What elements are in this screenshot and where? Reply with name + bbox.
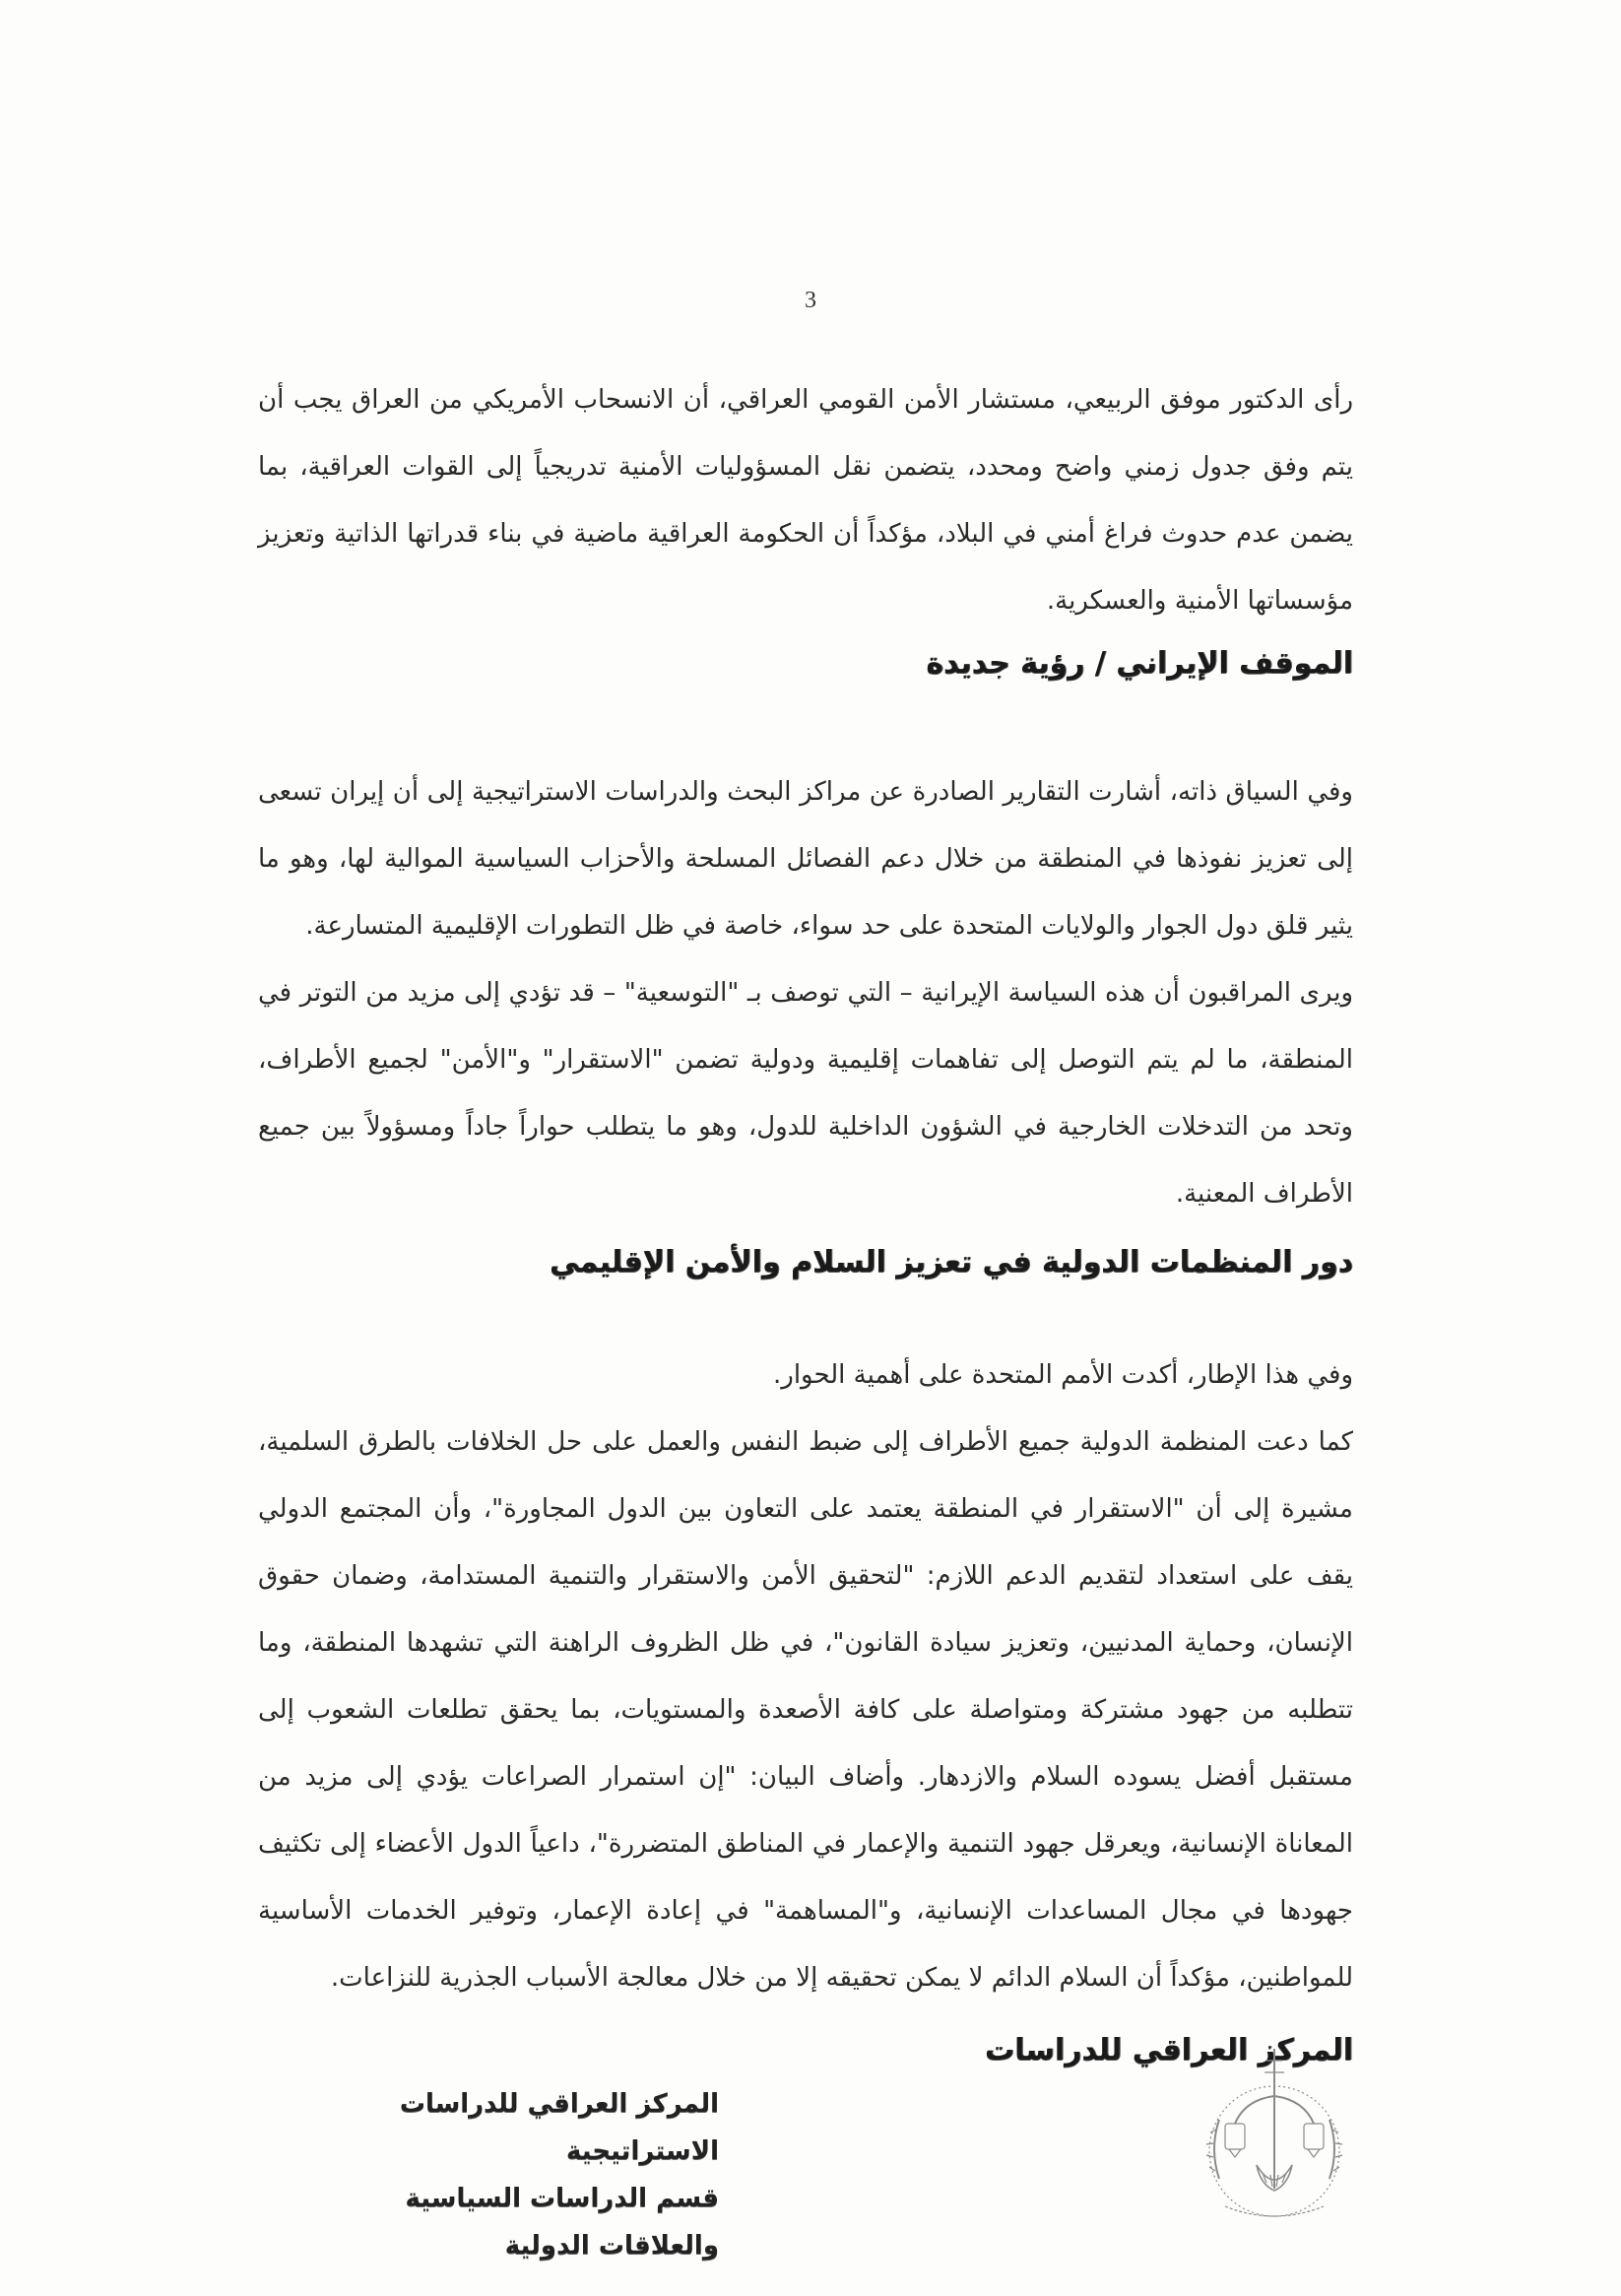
section-heading: المركز العراقي للدراسات [984, 2033, 1353, 2067]
document-body [258, 366, 1353, 2080]
paragraph: ويرى المراقبون أن هذه السياسة الإيرانية – التي توصف بـ "التوسعية" – قد تؤدي إلى مزيد من التوتر في المنطقة، ما لم يتم التوصل إلى تفاهمات إقليمية ودولية تضمن "الاستقرار" و"الأمن" لجميع الأطراف، وتحد من التدخلات الخارجية في الشؤون الداخلية للدول، وهو ما يتطلب حواراً جاداً ومسؤولاً بين جميع الأطراف المعنية. [258, 978, 1353, 1209]
page-number: 3 [805, 288, 816, 313]
signature-block [295, 2080, 719, 2269]
section-heading: دور المنظمات الدولية في تعزيز السلام والأمن الإقليمي [550, 1245, 1353, 1279]
paragraph: كما دعت المنظمة الدولية جميع الأطراف إلى ضبط النفس والعمل على حل الخلافات بالطرق السلمية، مشيرة إلى أن "الاستقرار في المنطقة يعتمد على التعاون بين الدول المجاورة"، وأن المجتمع الدولي يقف على استعداد لتقديم الدعم اللازم: "لتحقيق الأمن والاستقرار والتنمية المستدامة، وضمان حقوق الإنسان، وحماية المدنيين، وتعزيز سيادة القانون"، في ظل الظروف الراهنة التي تشهدها المنطقة، وما تتطلبه من جهود مشتركة ومتواصلة على كافة الأصعدة والمستويات، بما يحقق تطلعات الشعوب إلى مستقبل أفضل يسوده السلام والازدهار. وأضاف البيان: "إن استمرار الصراعات يؤدي إلى مزيد من المعاناة الإنسانية، ويعرقل جهود التنمية والإعمار في المناطق المتضررة"، داعياً الدول الأعضاء إلى تكثيف جهودها في مجال المساعدات الإنسانية، و"المساهمة" في إعادة الإعمار، وتوفير الخدمات الأساسية للمواطنين، مؤكداً أن السلام الدائم لا يمكن تحقيقه إلا من خلال معالجة الأسباب الجذرية للنزاعات. [258, 1427, 1353, 1993]
paragraph: وفي هذا الإطار، أكدت الأمم المتحدة على أهمية الحوار. [773, 1360, 1353, 1390]
paragraph: وفي السياق ذاته، أشارت التقارير الصادرة عن مراكز البحث والدراسات الاستراتيجية إلى أن إيران تسعى إلى تعزيز نفوذها في المنطقة من خلال دعم الفصائل المسلحة والأحزاب السياسية الموالية لها، وهو ما يثير قلق دول الجوار والولايات المتحدة على حد سواء، خاصة في ظل التطورات الإقليمية المتسارعة. [258, 777, 1353, 941]
signature-line: المركز العراقي للدراسات الاستراتيجية [399, 2089, 719, 2166]
seal-emblem-icon [1196, 2041, 1353, 2238]
section-heading: الموقف الإيراني / رؤية جديدة [926, 646, 1353, 681]
paragraph: رأى الدكتور موفق الربيعي، مستشار الأمن القومي العراقي، أن الانسحاب الأمريكي من العراق يجب أن يتم وفق جدول زمني واضح ومحدد، يتضمن نقل المسؤوليات الأمنية تدريجياً إلى القوات العراقية، بما يضمن عدم حدوث فراغ أمني في البلاد، مؤكداً أن الحكومة العراقية ماضية في بناء قدراتها الذاتية وتعزيز مؤسساتها الأمنية والعسكرية. [258, 385, 1353, 616]
signature-line: قسم الدراسات السياسية والعلاقات الدولية [405, 2184, 719, 2261]
